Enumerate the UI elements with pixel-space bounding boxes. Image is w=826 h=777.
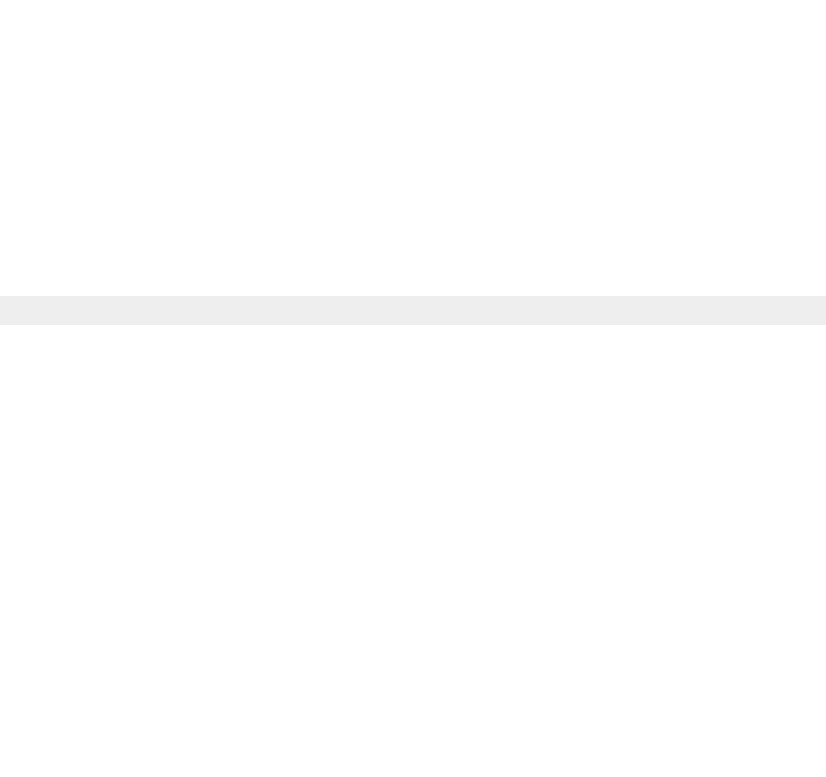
document-page-top bbox=[0, 0, 826, 296]
page-break-gap bbox=[0, 296, 826, 325]
document-page-bottom bbox=[0, 325, 826, 777]
